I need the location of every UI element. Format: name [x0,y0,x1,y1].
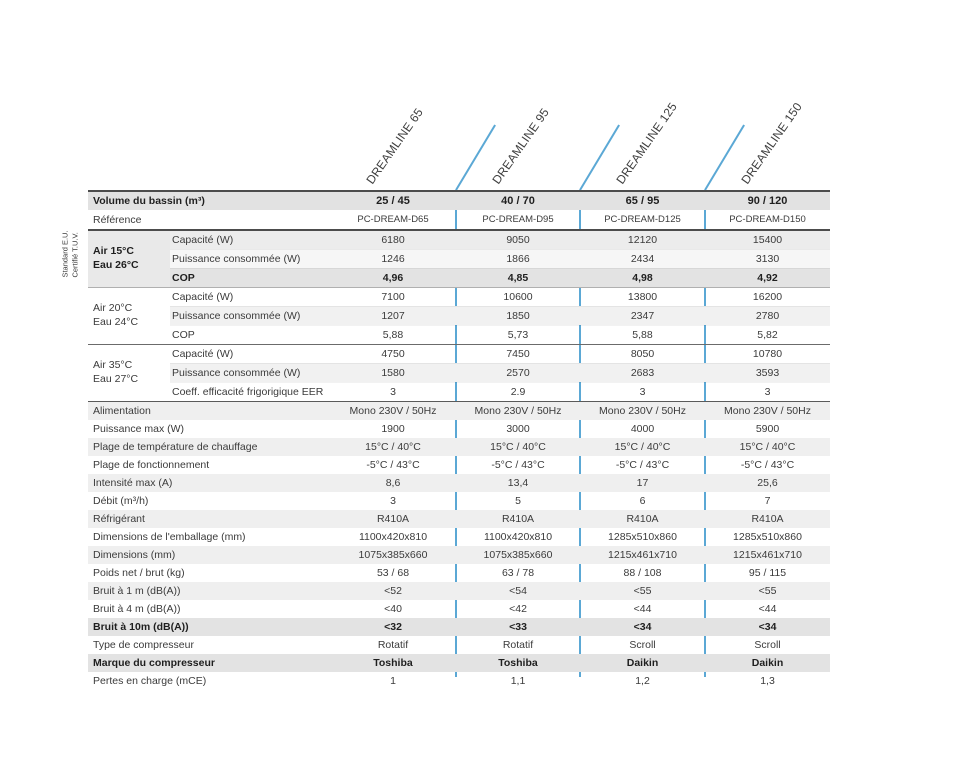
spec-value-cell: 2434 [630,253,655,265]
spec-value-cell: PC-DREAM-D150 [729,214,806,225]
row-label: Marque du compresseur [93,657,215,669]
spec-value-cell: 3 [390,386,396,398]
spec-value-cell: <42 [509,603,527,615]
spec-value-cell: Mono 230V / 50Hz [724,405,811,417]
row-label: Plage de température de chauffage [93,441,258,453]
spec-value-cell: -5°C / 43°C [615,459,670,471]
row-label: Alimentation [93,405,151,417]
spec-value-cell: <40 [384,603,402,615]
spec-value-cell: 25,6 [757,477,778,489]
spec-value-cell: <54 [509,585,527,597]
spec-value-cell: 90 / 120 [747,195,788,207]
condition-group [88,231,830,288]
model-column-header: DREAMLINE 65 [363,105,426,187]
spec-value-cell: Scroll [754,639,781,651]
table-row [88,420,830,438]
table-row [88,438,830,456]
spec-value-cell: Toshiba [498,657,538,669]
spec-value-cell: <34 [633,621,652,633]
spec-value-cell: 65 / 95 [625,195,660,207]
condition-group-label-line: Eau 26°C [93,259,139,271]
row-label: Référence [93,213,142,226]
spec-value-cell: 53 / 68 [376,567,410,579]
spec-value-cell: 13,4 [507,477,529,489]
spec-value-cell: 3 [390,495,396,507]
spec-value-cell: 1100x420x810 [483,531,553,543]
spec-value-cell: 7450 [506,348,530,360]
spec-value-cell: 1850 [506,310,530,322]
model-column-header: DREAMLINE 95 [489,105,552,187]
table-row [170,231,830,249]
spec-value-cell: Rotatif [377,639,409,651]
spec-value-cell: 5900 [755,423,780,435]
condition-group-rows [170,345,830,401]
spec-value-cell: 1285x510x860 [608,531,677,543]
spec-value-cell: 8,6 [385,477,401,489]
table-row [88,618,830,636]
spec-value-cell: 10600 [503,291,533,303]
row-label: Pertes en charge (mCE) [93,675,207,687]
spec-value-cell: 8050 [630,348,655,360]
table-row [88,210,830,231]
spec-value-cell: PC-DREAM-D95 [482,214,554,225]
row-label: Bruit à 10m (dB(A)) [93,621,189,633]
spec-value-cell: 1,2 [635,675,650,687]
spec-value-cell: 25 / 45 [376,195,410,207]
spec-value-cell: 1075x385x660 [358,549,428,561]
table-row [170,345,830,363]
row-label: Dimensions de l'emballage (mm) [93,531,246,543]
spec-value-cell: 4,92 [757,272,778,284]
spec-value-cell: <34 [758,621,777,633]
spec-value-cell: 5,73 [507,329,529,341]
condition-group-label [88,231,170,287]
spec-value-cell: Mono 230V / 50Hz [474,405,562,417]
spec-value-cell: <32 [384,621,402,633]
table-row [170,249,830,268]
column-divider-diagonal [704,124,745,190]
table-row [88,582,830,600]
spec-value-cell: 63 / 78 [501,567,535,579]
spec-value-cell: 1246 [381,253,405,265]
table-row [170,325,830,344]
table-row [88,456,830,474]
row-label: Réfrigérant [93,513,145,525]
condition-group-label-line: Air 35°C [93,359,133,372]
spec-value-cell: 5 [515,495,521,507]
spec-value-cell: <55 [758,585,777,597]
table-row [88,474,830,492]
table-row [170,268,830,287]
condition-group [88,288,830,345]
table-row [88,402,830,420]
spec-value-cell: 7 [764,495,771,507]
condition-group-rows [170,231,830,287]
condition-group-label-line: Eau 27°C [93,373,139,385]
spec-value-cell: 40 / 70 [501,195,535,207]
spec-value-cell: 3130 [755,253,780,265]
spec-value-cell: PC-DREAM-D65 [357,214,429,225]
spec-value-cell: 13800 [627,291,658,303]
spec-value-cell: Toshiba [373,657,413,669]
spec-value-cell: <33 [509,621,527,633]
spec-value-cell: <44 [758,603,777,615]
row-label: Plage de fonctionnement [93,459,210,471]
table-row [88,654,830,672]
spec-value-cell: 2780 [755,310,780,322]
table-row [88,564,830,582]
table-row [88,600,830,618]
spec-value-cell: 5,88 [382,329,404,341]
table-row [88,672,830,690]
column-divider-diagonal [579,124,620,190]
table-row [170,382,830,401]
row-label: Bruit à 1 m (dB(A)) [93,585,181,597]
row-label: Capacité (W) [172,348,234,360]
row-label: Type de compresseur [93,639,194,651]
table-row [170,306,830,325]
spec-value-cell: Mono 230V / 50Hz [349,405,437,417]
spec-value-cell: R410A [501,513,535,525]
spec-value-cell: 15°C / 40°C [739,441,796,453]
spec-value-cell: -5°C / 43°C [366,459,420,471]
condition-group-label-line: Air 15°C [93,245,134,258]
column-divider-diagonal [455,124,496,190]
condition-group-label-line: Eau 24°C [93,316,139,328]
spec-value-cell: 6180 [381,234,405,246]
spec-value-cell: 3593 [755,367,780,379]
spec-value-cell: 1 [390,675,396,687]
table-row [88,528,830,546]
spec-value-cell: Rotatif [502,639,534,651]
condition-group-rows [170,288,830,344]
row-label: Capacité (W) [172,291,234,303]
spec-value-cell: 1866 [506,253,530,265]
spec-value-cell: Daikin [751,657,784,669]
spec-value-cell: 1207 [381,310,405,322]
row-label: Bruit à 4 m (dB(A)) [93,603,181,615]
row-label: Dimensions (mm) [93,549,176,561]
spec-value-cell: 1215x461x710 [608,549,677,561]
model-column-header: DREAMLINE 125 [613,99,680,187]
spec-value-cell: -5°C / 43°C [740,459,795,471]
spec-value-cell: 1100x420x810 [358,531,428,543]
spec-value-cell: 15400 [752,234,783,246]
table-row [88,546,830,564]
row-label: COP [172,272,195,284]
row-label: Coeff. efficacité frigorigique EER [172,386,324,398]
spec-value-cell: R410A [376,513,410,525]
spec-value-cell: 16200 [752,291,783,303]
spec-value-cell: 2570 [506,367,530,379]
table-row [88,636,830,654]
spec-value-cell: 1900 [381,423,405,435]
certification-note-line: Standard E.U. [60,230,70,278]
condition-group-label-line: Air 20°C [93,302,133,315]
spec-value-cell: 2683 [630,367,655,379]
row-label: Puissance consommée (W) [172,367,301,379]
spec-value-cell: 7100 [381,291,405,303]
spec-value-cell: R410A [626,513,659,525]
spec-value-cell: 1,1 [510,675,526,687]
spec-value-cell: PC-DREAM-D125 [604,214,681,225]
spec-value-cell: 5,88 [632,329,653,341]
spec-table [88,190,830,690]
spec-value-cell: 15°C / 40°C [490,441,546,453]
spec-value-cell: 3 [639,386,646,398]
row-label: Débit (m³/h) [93,495,149,507]
row-label: Puissance consommée (W) [172,253,301,265]
condition-group-label [88,288,170,344]
row-label: Intensité max (A) [93,477,173,489]
spec-value-cell: <55 [633,585,652,597]
spec-value-cell: 9050 [506,234,530,246]
table-row [88,190,830,210]
spec-value-cell: 2347 [630,310,655,322]
row-label: Puissance consommée (W) [172,310,301,322]
spec-value-cell: 12120 [627,234,658,246]
spec-value-cell: Mono 230V / 50Hz [599,405,686,417]
spec-value-cell: Daikin [626,657,659,669]
spec-value-cell: 6 [639,495,646,507]
model-column-header: DREAMLINE 150 [738,99,805,187]
spec-value-cell: 1580 [381,367,405,379]
spec-value-cell: 15°C / 40°C [365,441,421,453]
row-label: Poids net / brut (kg) [93,567,185,579]
spec-value-cell: 2.9 [510,386,526,398]
certification-note [60,230,80,277]
spec-value-cell: R410A [751,513,784,525]
spec-value-cell: 1215x461x710 [733,549,802,561]
spec-value-cell: 17 [636,477,649,489]
row-label: Puissance max (W) [93,423,185,435]
table-row [88,510,830,528]
row-label: Capacité (W) [172,234,234,246]
certification-note-line: Certifié T.U.V. [70,232,79,278]
spec-value-cell: 5,82 [757,329,778,341]
table-row [170,363,830,382]
row-label: COP [172,329,195,341]
spec-value-cell: 4,96 [382,272,404,284]
condition-group [88,345,830,402]
spec-value-cell: 4,98 [632,272,653,284]
spec-value-cell: 10780 [752,348,783,360]
table-row [88,492,830,510]
row-label: Volume du bassin (m³) [93,195,205,207]
spec-value-cell: Scroll [629,639,656,651]
spec-value-cell: 4750 [381,348,405,360]
spec-value-cell: <44 [633,603,652,615]
spec-value-cell: 95 / 115 [748,567,787,579]
spec-value-cell: 4,85 [507,272,529,284]
spec-value-cell: 4000 [630,423,655,435]
spec-value-cell: 3 [764,386,771,398]
spec-value-cell: 1,3 [760,675,775,687]
table-row [170,288,830,306]
spec-value-cell: 3000 [506,423,530,435]
spec-value-cell: 1075x385x660 [483,549,553,561]
spec-value-cell: 1285x510x860 [733,531,802,543]
spec-value-cell: <52 [384,585,402,597]
condition-group-label [88,345,170,401]
spec-value-cell: 88 / 108 [623,567,662,579]
spec-value-cell: 15°C / 40°C [614,441,671,453]
spec-value-cell: -5°C / 43°C [491,459,545,471]
